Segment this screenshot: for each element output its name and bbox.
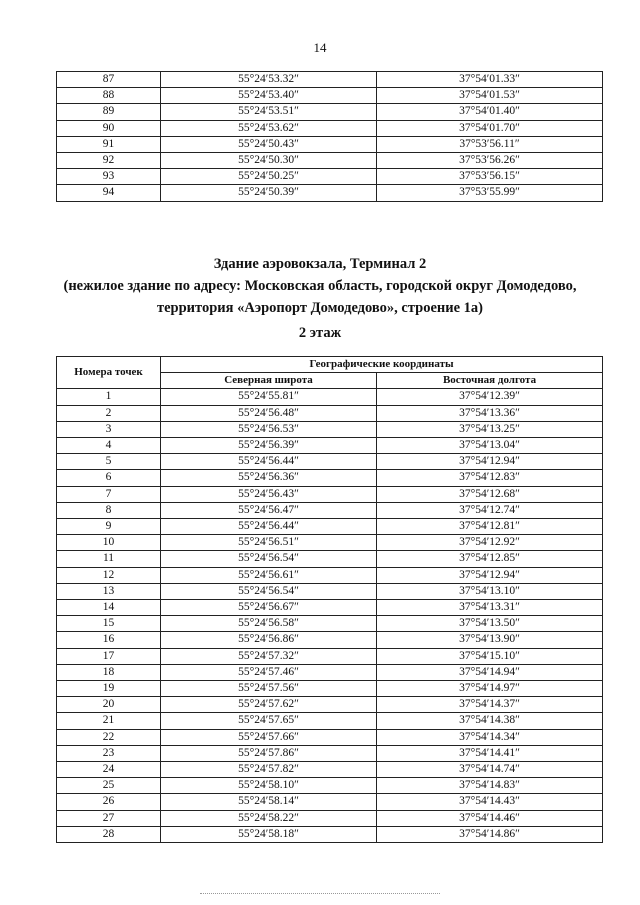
longitude-cell: 37°54′14.97″ <box>377 681 603 697</box>
table-row <box>57 745 603 761</box>
table-row <box>57 486 603 502</box>
latitude-cell: 55°24′56.44″ <box>161 454 377 470</box>
section-title-line-2: (нежилое здание по адресу: Московская область, городской округ Домодедово, <box>63 278 577 294</box>
longitude-cell: 37°54′14.38″ <box>377 713 603 729</box>
latitude-cell: 55°24′56.48″ <box>161 405 377 421</box>
header-points: Номера точек <box>57 357 161 389</box>
point-number-cell: 90 <box>57 120 161 136</box>
table-row <box>57 551 603 567</box>
longitude-cell: 37°54′12.39″ <box>377 389 603 405</box>
latitude-cell: 55°24′56.61″ <box>161 567 377 583</box>
table-row <box>57 762 603 778</box>
point-number-cell: 15 <box>57 616 161 632</box>
point-number-cell: 93 <box>57 169 161 185</box>
latitude-cell: 55°24′53.32″ <box>161 72 377 88</box>
latitude-cell: 55°24′57.86″ <box>161 745 377 761</box>
latitude-cell: 55°24′56.86″ <box>161 632 377 648</box>
point-number-cell: 1 <box>57 389 161 405</box>
table-row <box>57 583 603 599</box>
table-row <box>57 535 603 551</box>
latitude-cell: 55°24′56.36″ <box>161 470 377 486</box>
point-number-cell: 9 <box>57 519 161 535</box>
longitude-cell: 37°54′12.92″ <box>377 535 603 551</box>
table-row <box>57 567 603 583</box>
latitude-cell: 55°24′50.25″ <box>161 169 377 185</box>
longitude-cell: 37°54′14.94″ <box>377 664 603 680</box>
point-number-cell: 17 <box>57 648 161 664</box>
table-row <box>57 104 603 120</box>
point-number-cell: 23 <box>57 745 161 761</box>
latitude-cell: 55°24′56.51″ <box>161 535 377 551</box>
point-number-cell: 5 <box>57 454 161 470</box>
point-number-cell: 12 <box>57 567 161 583</box>
longitude-cell: 37°53′55.99″ <box>377 185 603 201</box>
point-number-cell: 10 <box>57 535 161 551</box>
point-number-cell: 6 <box>57 470 161 486</box>
point-number-cell: 14 <box>57 600 161 616</box>
table-row <box>57 438 603 454</box>
latitude-cell: 55°24′50.30″ <box>161 153 377 169</box>
point-number-cell: 28 <box>57 826 161 842</box>
longitude-cell: 37°54′14.34″ <box>377 729 603 745</box>
point-number-cell: 27 <box>57 810 161 826</box>
latitude-cell: 55°24′53.62″ <box>161 120 377 136</box>
latitude-cell: 55°24′56.53″ <box>161 421 377 437</box>
floor-label: 2 этаж <box>298 325 342 341</box>
longitude-cell: 37°53′56.15″ <box>377 169 603 185</box>
longitude-cell: 37°54′01.40″ <box>377 104 603 120</box>
table-row <box>57 120 603 136</box>
table-row <box>57 729 603 745</box>
point-number-cell: 11 <box>57 551 161 567</box>
latitude-cell: 55°24′56.44″ <box>161 519 377 535</box>
coordinates-table-header <box>57 357 603 389</box>
longitude-cell: 37°54′14.46″ <box>377 810 603 826</box>
table-row <box>57 454 603 470</box>
longitude-cell: 37°54′12.81″ <box>377 519 603 535</box>
point-number-cell: 2 <box>57 405 161 421</box>
table-row <box>57 794 603 810</box>
table-row <box>57 713 603 729</box>
table-row <box>57 421 603 437</box>
table-row <box>57 616 603 632</box>
table-row <box>57 169 603 185</box>
table-row <box>57 810 603 826</box>
page-number: 14 <box>313 40 327 55</box>
latitude-cell: 55°24′50.43″ <box>161 136 377 152</box>
latitude-cell: 55°24′56.54″ <box>161 551 377 567</box>
point-number-cell: 7 <box>57 486 161 502</box>
section-title-line-1: Здание аэровокзала, Терминал 2 <box>213 256 427 272</box>
table-row <box>57 136 603 152</box>
longitude-cell: 37°54′13.04″ <box>377 438 603 454</box>
latitude-cell: 55°24′53.51″ <box>161 104 377 120</box>
table-row <box>57 648 603 664</box>
point-number-cell: 18 <box>57 664 161 680</box>
longitude-cell: 37°54′13.50″ <box>377 616 603 632</box>
header-coordinates: Географические координаты <box>161 357 603 373</box>
table-row <box>57 502 603 518</box>
longitude-cell: 37°54′01.70″ <box>377 120 603 136</box>
table-row <box>57 72 603 88</box>
longitude-cell: 37°54′13.25″ <box>377 421 603 437</box>
latitude-cell: 55°24′57.82″ <box>161 762 377 778</box>
point-number-cell: 3 <box>57 421 161 437</box>
point-number-cell: 94 <box>57 185 161 201</box>
latitude-cell: 55°24′57.32″ <box>161 648 377 664</box>
point-number-cell: 89 <box>57 104 161 120</box>
latitude-cell: 55°24′57.66″ <box>161 729 377 745</box>
header-longitude: Восточная долгота <box>377 373 603 389</box>
longitude-cell: 37°54′14.43″ <box>377 794 603 810</box>
latitude-cell: 55°24′56.43″ <box>161 486 377 502</box>
longitude-cell: 37°54′01.53″ <box>377 88 603 104</box>
latitude-cell: 55°24′56.39″ <box>161 438 377 454</box>
table-row <box>57 778 603 794</box>
point-number-cell: 91 <box>57 136 161 152</box>
section-heading <box>0 253 640 319</box>
point-number-cell: 20 <box>57 697 161 713</box>
table-row <box>57 632 603 648</box>
longitude-cell: 37°54′14.86″ <box>377 826 603 842</box>
table-row <box>57 470 603 486</box>
point-number-cell: 13 <box>57 583 161 599</box>
point-number-cell: 16 <box>57 632 161 648</box>
point-number-cell: 88 <box>57 88 161 104</box>
longitude-cell: 37°54′13.90″ <box>377 632 603 648</box>
latitude-cell: 55°24′58.22″ <box>161 810 377 826</box>
table-row <box>57 88 603 104</box>
point-number-cell: 8 <box>57 502 161 518</box>
latitude-cell: 55°24′53.40″ <box>161 88 377 104</box>
point-number-cell: 92 <box>57 153 161 169</box>
longitude-cell: 37°54′12.83″ <box>377 470 603 486</box>
longitude-cell: 37°53′56.11″ <box>377 136 603 152</box>
longitude-cell: 37°54′13.36″ <box>377 405 603 421</box>
coordinates-table-continued-body <box>57 72 603 202</box>
latitude-cell: 55°24′56.58″ <box>161 616 377 632</box>
coordinates-table-body <box>57 389 603 843</box>
longitude-cell: 37°53′56.26″ <box>377 153 603 169</box>
latitude-cell: 55°24′56.47″ <box>161 502 377 518</box>
coordinates-table <box>56 356 603 843</box>
table-row <box>57 697 603 713</box>
point-number-cell: 19 <box>57 681 161 697</box>
point-number-cell: 4 <box>57 438 161 454</box>
point-number-cell: 22 <box>57 729 161 745</box>
table-row <box>57 389 603 405</box>
point-number-cell: 87 <box>57 72 161 88</box>
longitude-cell: 37°54′01.33″ <box>377 72 603 88</box>
longitude-cell: 37°54′14.37″ <box>377 697 603 713</box>
latitude-cell: 55°24′58.14″ <box>161 794 377 810</box>
point-number-cell: 26 <box>57 794 161 810</box>
table-row <box>57 405 603 421</box>
header-latitude: Северная широта <box>161 373 377 389</box>
latitude-cell: 55°24′56.54″ <box>161 583 377 599</box>
table-row <box>57 185 603 201</box>
longitude-cell: 37°54′12.94″ <box>377 567 603 583</box>
latitude-cell: 55°24′57.62″ <box>161 697 377 713</box>
bottom-divider <box>200 893 440 895</box>
table-row <box>57 826 603 842</box>
coordinates-table-continued <box>56 71 603 202</box>
table-row <box>57 664 603 680</box>
section-title-line-3: территория «Аэропорт Домодедово», строение 1а) <box>157 300 483 316</box>
latitude-cell: 55°24′56.67″ <box>161 600 377 616</box>
latitude-cell: 55°24′50.39″ <box>161 185 377 201</box>
table-row <box>57 519 603 535</box>
longitude-cell: 37°54′14.83″ <box>377 778 603 794</box>
table-row <box>57 153 603 169</box>
longitude-cell: 37°54′14.74″ <box>377 762 603 778</box>
longitude-cell: 37°54′12.68″ <box>377 486 603 502</box>
longitude-cell: 37°54′12.94″ <box>377 454 603 470</box>
longitude-cell: 37°54′12.74″ <box>377 502 603 518</box>
longitude-cell: 37°54′13.10″ <box>377 583 603 599</box>
point-number-cell: 21 <box>57 713 161 729</box>
latitude-cell: 55°24′55.81″ <box>161 389 377 405</box>
latitude-cell: 55°24′58.10″ <box>161 778 377 794</box>
latitude-cell: 55°24′57.56″ <box>161 681 377 697</box>
longitude-cell: 37°54′15.10″ <box>377 648 603 664</box>
longitude-cell: 37°54′12.85″ <box>377 551 603 567</box>
longitude-cell: 37°54′13.31″ <box>377 600 603 616</box>
point-number-cell: 25 <box>57 778 161 794</box>
latitude-cell: 55°24′57.65″ <box>161 713 377 729</box>
longitude-cell: 37°54′14.41″ <box>377 745 603 761</box>
latitude-cell: 55°24′58.18″ <box>161 826 377 842</box>
latitude-cell: 55°24′57.46″ <box>161 664 377 680</box>
point-number-cell: 24 <box>57 762 161 778</box>
table-row <box>57 600 603 616</box>
table-row <box>57 681 603 697</box>
